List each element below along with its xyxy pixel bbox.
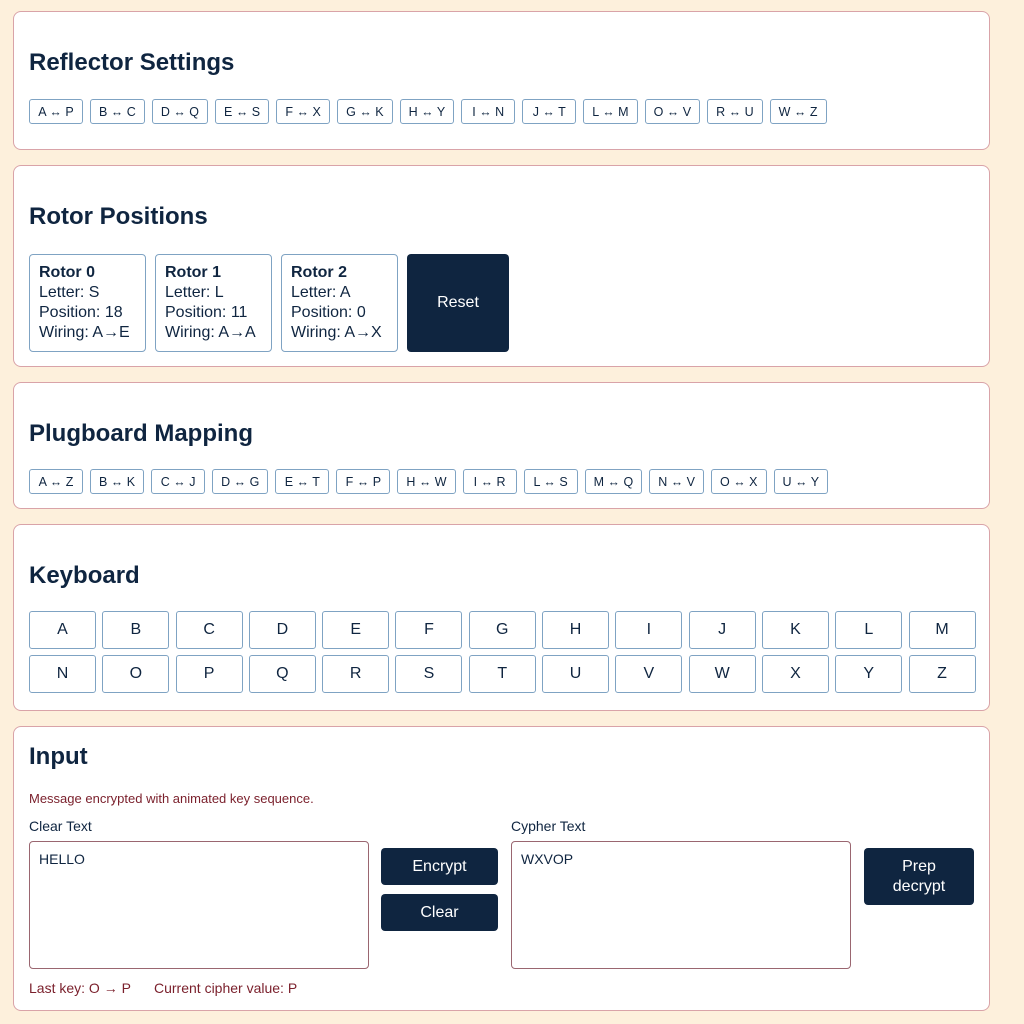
reset-button[interactable]: Reset bbox=[407, 254, 509, 352]
plugboard-pair-chip: O ↔ X bbox=[711, 469, 767, 494]
rotor-name: Rotor 1 bbox=[165, 264, 221, 281]
plugboard-pair-chip: M ↔ Q bbox=[585, 469, 643, 494]
input-title: Input bbox=[29, 743, 88, 770]
reflector-pair-chip: D ↔ Q bbox=[152, 99, 208, 124]
cypher-text-input[interactable] bbox=[511, 841, 851, 969]
key-h[interactable]: H bbox=[542, 611, 609, 649]
reflector-pairs bbox=[29, 99, 827, 124]
plugboard-pair-chip: I ↔ R bbox=[463, 469, 517, 494]
reflector-pair-chip: G ↔ K bbox=[337, 99, 393, 124]
reflector-pair-chip: O ↔ V bbox=[645, 99, 701, 124]
keyboard-title: Keyboard bbox=[29, 562, 140, 589]
reflector-pair-chip: B ↔ C bbox=[90, 99, 145, 124]
reflector-pair-chip: A ↔ P bbox=[29, 99, 83, 124]
plugboard-pair-chip: F ↔ P bbox=[336, 469, 390, 494]
rotor-list bbox=[29, 254, 509, 352]
reflector-pair-chip: H ↔ Y bbox=[400, 99, 455, 124]
rotor-panel bbox=[13, 165, 990, 367]
plugboard-pair-chip: U ↔ Y bbox=[774, 469, 829, 494]
rotor-title: Rotor Positions bbox=[29, 203, 208, 230]
reflector-pair-chip: W ↔ Z bbox=[770, 99, 827, 124]
key-u[interactable]: U bbox=[542, 655, 609, 693]
key-y[interactable]: Y bbox=[835, 655, 902, 693]
reflector-title: Reflector Settings bbox=[29, 49, 235, 76]
rotor-letter: Letter: A bbox=[291, 284, 351, 301]
key-m[interactable]: M bbox=[909, 611, 976, 649]
clear-button[interactable]: Clear bbox=[381, 894, 498, 931]
rotor-name: Rotor 2 bbox=[291, 264, 347, 281]
rotor-card-1 bbox=[155, 254, 272, 352]
key-d[interactable]: D bbox=[249, 611, 316, 649]
key-s[interactable]: S bbox=[395, 655, 462, 693]
plugboard-pairs bbox=[29, 469, 828, 494]
key-r[interactable]: R bbox=[322, 655, 389, 693]
key-t[interactable]: T bbox=[469, 655, 536, 693]
key-o[interactable]: O bbox=[102, 655, 169, 693]
clear-text-label: Clear Text bbox=[29, 818, 92, 834]
key-e[interactable]: E bbox=[322, 611, 389, 649]
key-i[interactable]: I bbox=[615, 611, 682, 649]
rotor-wiring: Wiring: A→E bbox=[39, 324, 130, 341]
reflector-pair-chip: I ↔ N bbox=[461, 99, 515, 124]
plugboard-panel bbox=[13, 382, 990, 509]
key-n[interactable]: N bbox=[29, 655, 96, 693]
plugboard-pair-chip: E ↔ T bbox=[275, 469, 329, 494]
plugboard-pair-chip: D ↔ G bbox=[212, 469, 268, 494]
rotor-wiring: Wiring: A→A bbox=[165, 324, 256, 341]
reflector-pair-chip: E ↔ S bbox=[215, 99, 269, 124]
reflector-pair-chip: R ↔ U bbox=[707, 99, 763, 124]
plugboard-pair-chip: C ↔ J bbox=[151, 469, 205, 494]
rotor-position: Position: 11 bbox=[165, 304, 248, 321]
key-x[interactable]: X bbox=[762, 655, 829, 693]
reflector-panel bbox=[13, 11, 990, 150]
key-g[interactable]: G bbox=[469, 611, 536, 649]
key-z[interactable]: Z bbox=[909, 655, 976, 693]
reflector-pair-chip: F ↔ X bbox=[276, 99, 330, 124]
key-c[interactable]: C bbox=[176, 611, 243, 649]
key-l[interactable]: L bbox=[835, 611, 902, 649]
key-j[interactable]: J bbox=[689, 611, 756, 649]
plugboard-pair-chip: H ↔ W bbox=[397, 469, 455, 494]
status-message: Message encrypted with animated key sequence. bbox=[29, 791, 314, 806]
key-v[interactable]: V bbox=[615, 655, 682, 693]
key-a[interactable]: A bbox=[29, 611, 96, 649]
reflector-pair-chip: J ↔ T bbox=[522, 99, 576, 124]
key-f[interactable]: F bbox=[395, 611, 462, 649]
plugboard-pair-chip: A ↔ Z bbox=[29, 469, 83, 494]
key-p[interactable]: P bbox=[176, 655, 243, 693]
input-panel bbox=[13, 726, 990, 1011]
plugboard-pair-chip: N ↔ V bbox=[649, 469, 704, 494]
prep-decrypt-button[interactable]: Prep decrypt bbox=[864, 848, 974, 905]
last-key-readout: Last key: O → P bbox=[29, 980, 131, 996]
plugboard-pair-chip: B ↔ K bbox=[90, 469, 144, 494]
rotor-position: Position: 0 bbox=[291, 304, 366, 321]
key-q[interactable]: Q bbox=[249, 655, 316, 693]
key-k[interactable]: K bbox=[762, 611, 829, 649]
clear-text-input[interactable] bbox=[29, 841, 369, 969]
encrypt-button[interactable]: Encrypt bbox=[381, 848, 498, 885]
plugboard-title: Plugboard Mapping bbox=[29, 420, 253, 447]
key-b[interactable]: B bbox=[102, 611, 169, 649]
rotor-card-2 bbox=[281, 254, 398, 352]
rotor-letter: Letter: S bbox=[39, 284, 100, 301]
rotor-card-0 bbox=[29, 254, 146, 352]
rotor-wiring: Wiring: A→X bbox=[291, 324, 382, 341]
current-cipher-readout: Current cipher value: P bbox=[154, 980, 298, 996]
keyboard-keys bbox=[29, 611, 976, 693]
keyboard-panel bbox=[13, 524, 990, 711]
cypher-text-label: Cypher Text bbox=[511, 818, 586, 834]
rotor-letter: Letter: L bbox=[165, 284, 224, 301]
plugboard-pair-chip: L ↔ S bbox=[524, 469, 578, 494]
rotor-name: Rotor 0 bbox=[39, 264, 95, 281]
key-w[interactable]: W bbox=[689, 655, 756, 693]
rotor-position: Position: 18 bbox=[39, 304, 123, 321]
reflector-pair-chip: L ↔ M bbox=[583, 99, 637, 124]
